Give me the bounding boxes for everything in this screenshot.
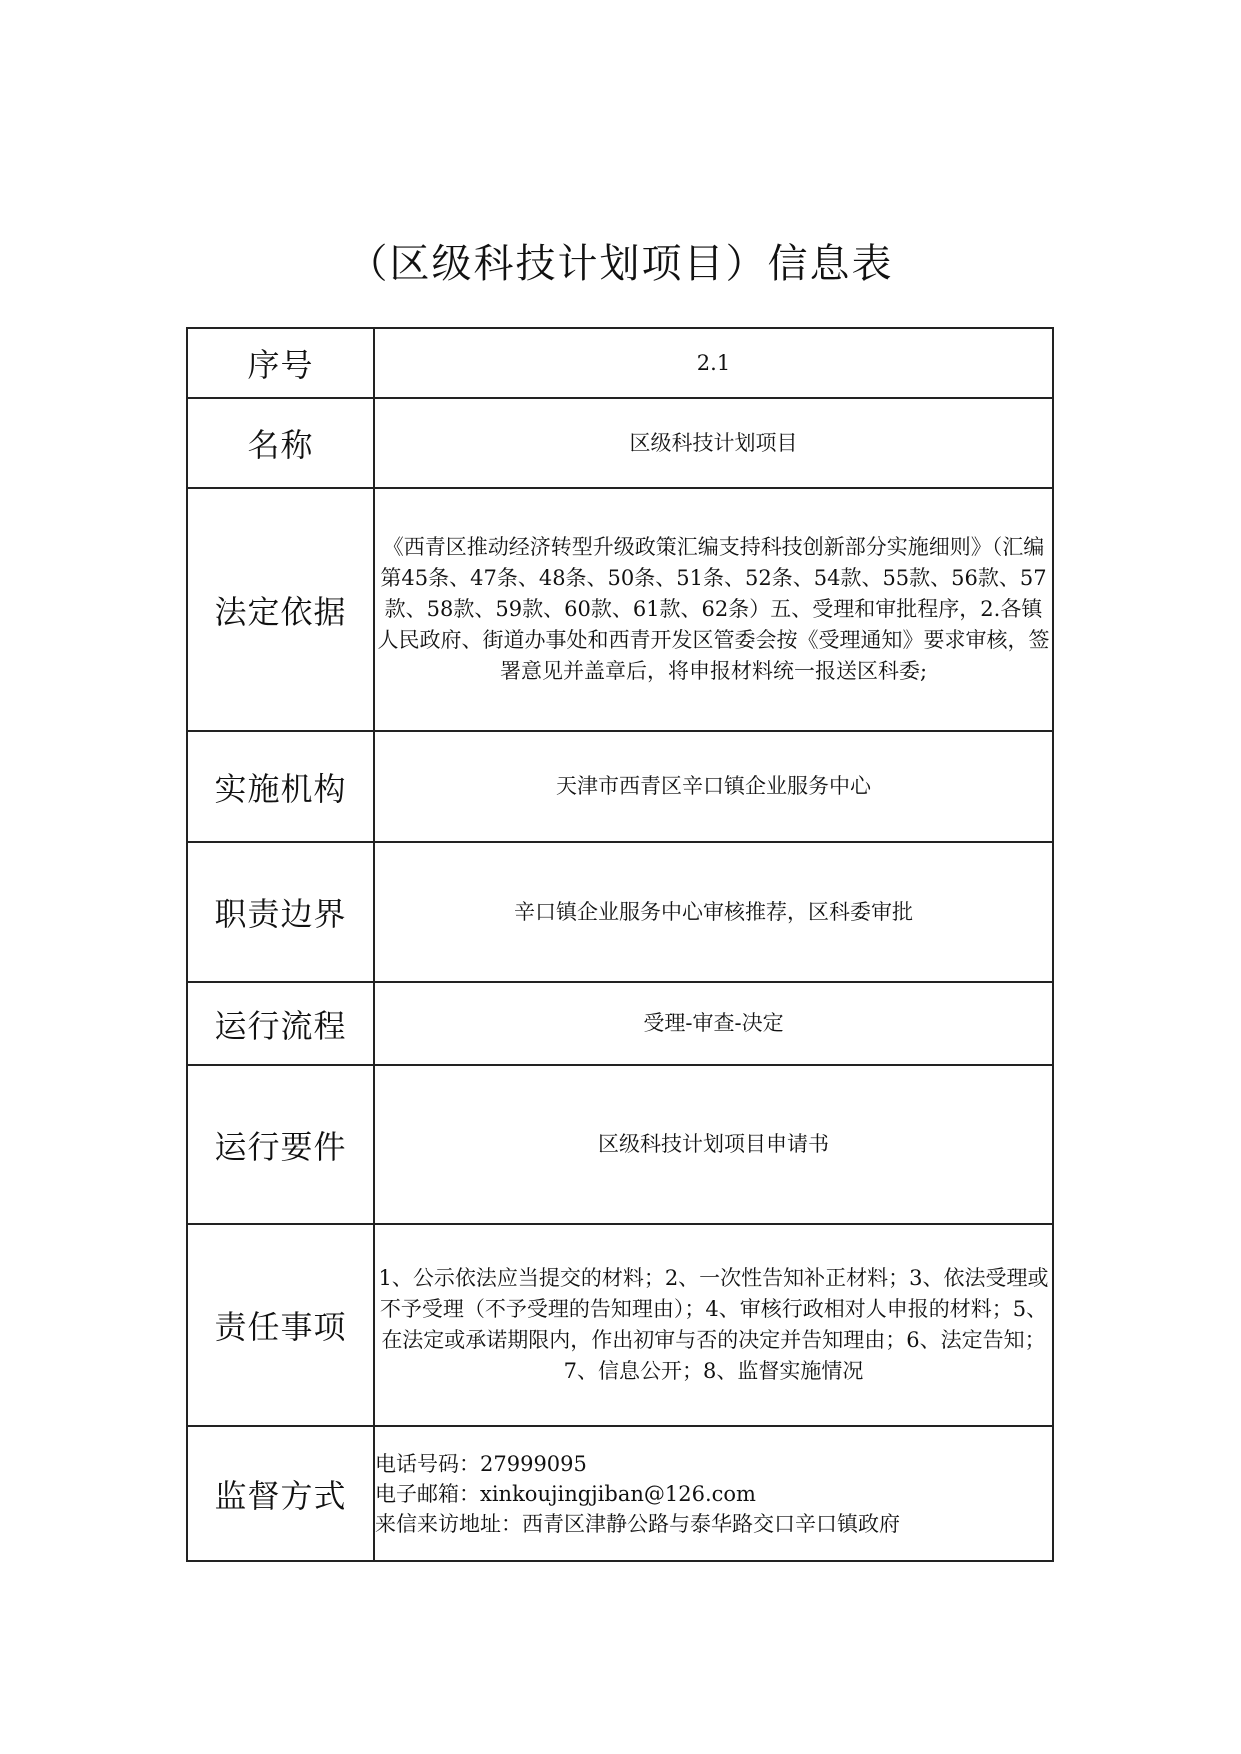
table-row	[187, 1426, 1053, 1561]
row-value-serial: 2.1	[374, 328, 1053, 398]
table-row	[187, 1224, 1053, 1426]
row-value-legal-basis: 《西青区推动经济转型升级政策汇编支持科技创新部分实施细则》（汇编第45条、47条、48条、50条、51条、52条、54款、55款、56款、57款、58款、59款、60款、61款、62条）五、受理和审批程序，2.各镇人民政府、街道办事处和西青开发区管委会按《受理通知》要求审核，签署意见并盖章后，将申报材料统一报送区科委;	[374, 488, 1053, 731]
row-label-name: 名称	[187, 398, 374, 488]
row-label-agency: 实施机构	[187, 731, 374, 842]
row-label-supervision: 监督方式	[187, 1426, 374, 1561]
row-label-responsibility: 职责边界	[187, 842, 374, 982]
row-value-requirements: 区级科技计划项目申请书	[374, 1065, 1053, 1224]
row-label-serial: 序号	[187, 328, 374, 398]
row-label-legal-basis: 法定依据	[187, 488, 374, 731]
row-value-agency: 天津市西青区辛口镇企业服务中心	[374, 731, 1053, 842]
table-row	[187, 842, 1053, 982]
supervision-address: 来信来访地址：西青区津静公路与泰华路交口辛口镇政府	[375, 1511, 900, 1536]
row-value-duties: 1、公示依法应当提交的材料；2、一次性告知补正材料；3、依法受理或不予受理（不予受理的告知理由）；4、审核行政相对人申报的材料；5、在法定或承诺期限内，作出初审与否的决定并告知理由；6、法定告知；7、信息公开；8、监督实施情况	[374, 1224, 1053, 1426]
row-label-process: 运行流程	[187, 982, 374, 1065]
row-value-process: 受理-审查-决定	[374, 982, 1053, 1065]
table-row	[187, 982, 1053, 1065]
table-row	[187, 731, 1053, 842]
table-row	[187, 328, 1053, 398]
row-value-responsibility: 辛口镇企业服务中心审核推荐，区科委审批	[374, 842, 1053, 982]
table-row	[187, 398, 1053, 488]
table-row	[187, 1065, 1053, 1224]
supervision-phone: 电话号码：27999095	[375, 1451, 587, 1476]
supervision-email: 电子邮箱：xinkoujingjiban@126.com	[375, 1481, 756, 1506]
row-label-duties: 责任事项	[187, 1224, 374, 1426]
row-value-name: 区级科技计划项目	[374, 398, 1053, 488]
row-label-requirements: 运行要件	[187, 1065, 374, 1224]
row-value-supervision	[374, 1426, 1053, 1561]
info-table	[186, 327, 1054, 1562]
table-row	[187, 488, 1053, 731]
page-title: （区级科技计划项目）信息表	[347, 241, 894, 287]
